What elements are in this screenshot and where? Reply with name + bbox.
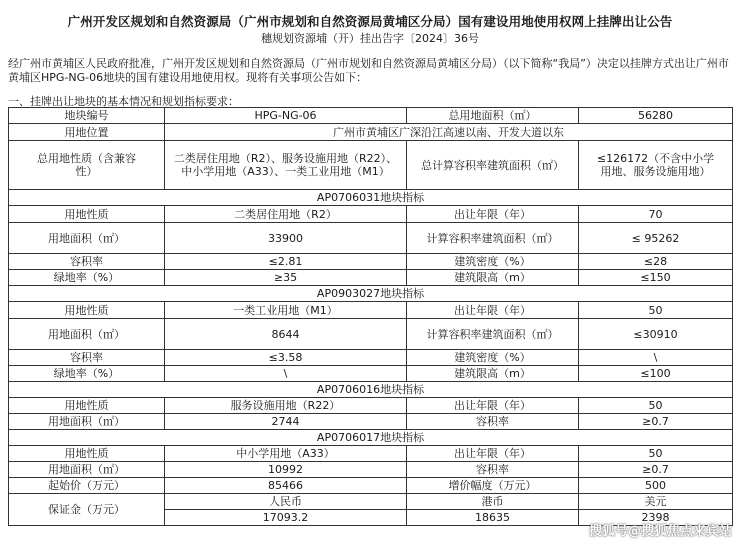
table-cell: 用地性质 [9, 302, 165, 319]
table-row [9, 478, 733, 494]
table-cell: \ [579, 350, 733, 366]
table-row [9, 350, 733, 366]
value-deposit-rmb: 17093.2 [165, 510, 407, 526]
table-row [9, 382, 733, 398]
table-cell: 用地面积（㎡） [9, 462, 165, 478]
table-cell: ≤2.81 [165, 254, 407, 270]
table-cell: ≤100 [579, 366, 733, 382]
table-cell: 出让年限（年） [407, 206, 579, 223]
table-cell: 建筑密度（%） [407, 350, 579, 366]
table-row [9, 223, 733, 254]
notice-number: 穗规划资源埔（开）挂出告字〔2024〕36号 [261, 32, 479, 45]
table-row [9, 319, 733, 350]
label-land-use: 总用地性质（含兼容性） [9, 141, 165, 190]
table-cell: 用地性质 [9, 446, 165, 462]
value-parcel-id: HPG-NG-06 [165, 108, 407, 124]
table-cell: ≤150 [579, 270, 733, 286]
value-location: 广州市黄埔区广深沿江高速以南、开发大道以东 [165, 124, 733, 141]
parcel-table [8, 107, 733, 526]
table-cell: 绿地率（%） [9, 270, 165, 286]
table-cell: 中小学用地（A33） [165, 446, 407, 462]
table-cell: 2744 [165, 414, 407, 430]
label-deposit-usd: 美元 [579, 494, 733, 510]
intro-paragraph: 经广州市黄埔区人民政府批准，广州开发区规划和自然资源局（广州市规划和自然资源局黄埔区分局）（以下简称“我局”）决定以挂牌方式出让广州市黄埔区HPG-NG-06地块的国有建设用地使用权。现将有关事项公告如下： [8, 57, 729, 84]
block-heading: AP0903027地块指标 [9, 286, 733, 302]
table-cell: 容积率 [9, 254, 165, 270]
table-row [9, 462, 733, 478]
table-cell: ≤ 95262 [579, 223, 733, 254]
table-row [9, 124, 733, 141]
table-row [9, 398, 733, 414]
label-total-far-area: 总计算容积率建筑面积（㎡） [407, 141, 579, 190]
table-cell: 用地性质 [9, 206, 165, 223]
table-cell: 用地面积（㎡） [9, 319, 165, 350]
table-row [9, 446, 733, 462]
table-cell: 建筑限高（m） [407, 270, 579, 286]
table-cell: 50 [579, 446, 733, 462]
table-cell: 容积率 [407, 414, 579, 430]
label-total-area: 总用地面积（㎡） [407, 108, 579, 124]
table-row [9, 206, 733, 223]
table-cell: \ [165, 366, 407, 382]
table-cell: 建筑密度（%） [407, 254, 579, 270]
label-location: 用地位置 [9, 124, 165, 141]
table-cell: 用地面积（㎡） [9, 414, 165, 430]
table-cell: ≤3.58 [165, 350, 407, 366]
table-cell: ≤30910 [579, 319, 733, 350]
label-starting-price: 起始价（万元） [9, 478, 165, 494]
value-total-area: 56280 [579, 108, 733, 124]
label-parcel-id: 地块编号 [9, 108, 165, 124]
block-heading: AP0706031地块指标 [9, 190, 733, 206]
table-cell: 容积率 [9, 350, 165, 366]
table-row [9, 302, 733, 319]
table-row [9, 286, 733, 302]
label-deposit-hkd: 港币 [407, 494, 579, 510]
table-cell: ≥0.7 [579, 414, 733, 430]
value-deposit-usd: 2398 [579, 510, 733, 526]
label-bid-increment: 增价幅度（万元） [407, 478, 579, 494]
table-cell: 用地面积（㎡） [9, 223, 165, 254]
table-cell: 50 [579, 398, 733, 414]
table-cell: 二类居住用地（R2） [165, 206, 407, 223]
table-cell: 出让年限（年） [407, 446, 579, 462]
table-cell: 33900 [165, 223, 407, 254]
notice-title: 广州开发区规划和自然资源局（广州市规划和自然资源局黄埔区分局）国有建设用地使用权网上挂牌出让公告 [67, 14, 673, 29]
value-total-far-area: ≤126172（不含中小学用地、服务设施用地） [579, 141, 733, 190]
value-bid-increment: 500 [579, 478, 733, 494]
section-heading: 一、挂牌出让地块的基本情况和规划指标要求： [8, 95, 239, 108]
table-row [9, 108, 733, 124]
table-row [9, 494, 733, 510]
label-deposit: 保证金（万元） [9, 494, 165, 526]
table-cell: 计算容积率建筑面积（㎡） [407, 319, 579, 350]
table-row [9, 190, 733, 206]
table-cell: 绿地率（%） [9, 366, 165, 382]
block-heading: AP0706017地块指标 [9, 430, 733, 446]
table-cell: 计算容积率建筑面积（㎡） [407, 223, 579, 254]
table-row [9, 366, 733, 382]
table-row [9, 254, 733, 270]
label-deposit-rmb: 人民币 [165, 494, 407, 510]
table-cell: ≥0.7 [579, 462, 733, 478]
source-watermark: 搜狐号@搜狐焦点来宾站 [588, 524, 732, 539]
value-deposit-hkd: 18635 [407, 510, 579, 526]
table-cell: 用地性质 [9, 398, 165, 414]
value-land-use: 二类居住用地（R2）、服务设施用地（R22）、中小学用地（A33）、一类工业用地（M1） [165, 141, 407, 190]
table-cell: 容积率 [407, 462, 579, 478]
table-row [9, 414, 733, 430]
value-starting-price: 85466 [165, 478, 407, 494]
table-cell: 50 [579, 302, 733, 319]
table-row [9, 141, 733, 190]
table-row [9, 270, 733, 286]
table-cell: ≥35 [165, 270, 407, 286]
table-cell: 出让年限（年） [407, 398, 579, 414]
table-row [9, 430, 733, 446]
table-cell: 建筑限高（m） [407, 366, 579, 382]
table-cell: 出让年限（年） [407, 302, 579, 319]
table-cell: ≤28 [579, 254, 733, 270]
table-cell: 一类工业用地（M1） [165, 302, 407, 319]
table-cell: 10992 [165, 462, 407, 478]
table-cell: 8644 [165, 319, 407, 350]
table-cell: 70 [579, 206, 733, 223]
table-cell: 服务设施用地（R22） [165, 398, 407, 414]
block-heading: AP0706016地块指标 [9, 382, 733, 398]
